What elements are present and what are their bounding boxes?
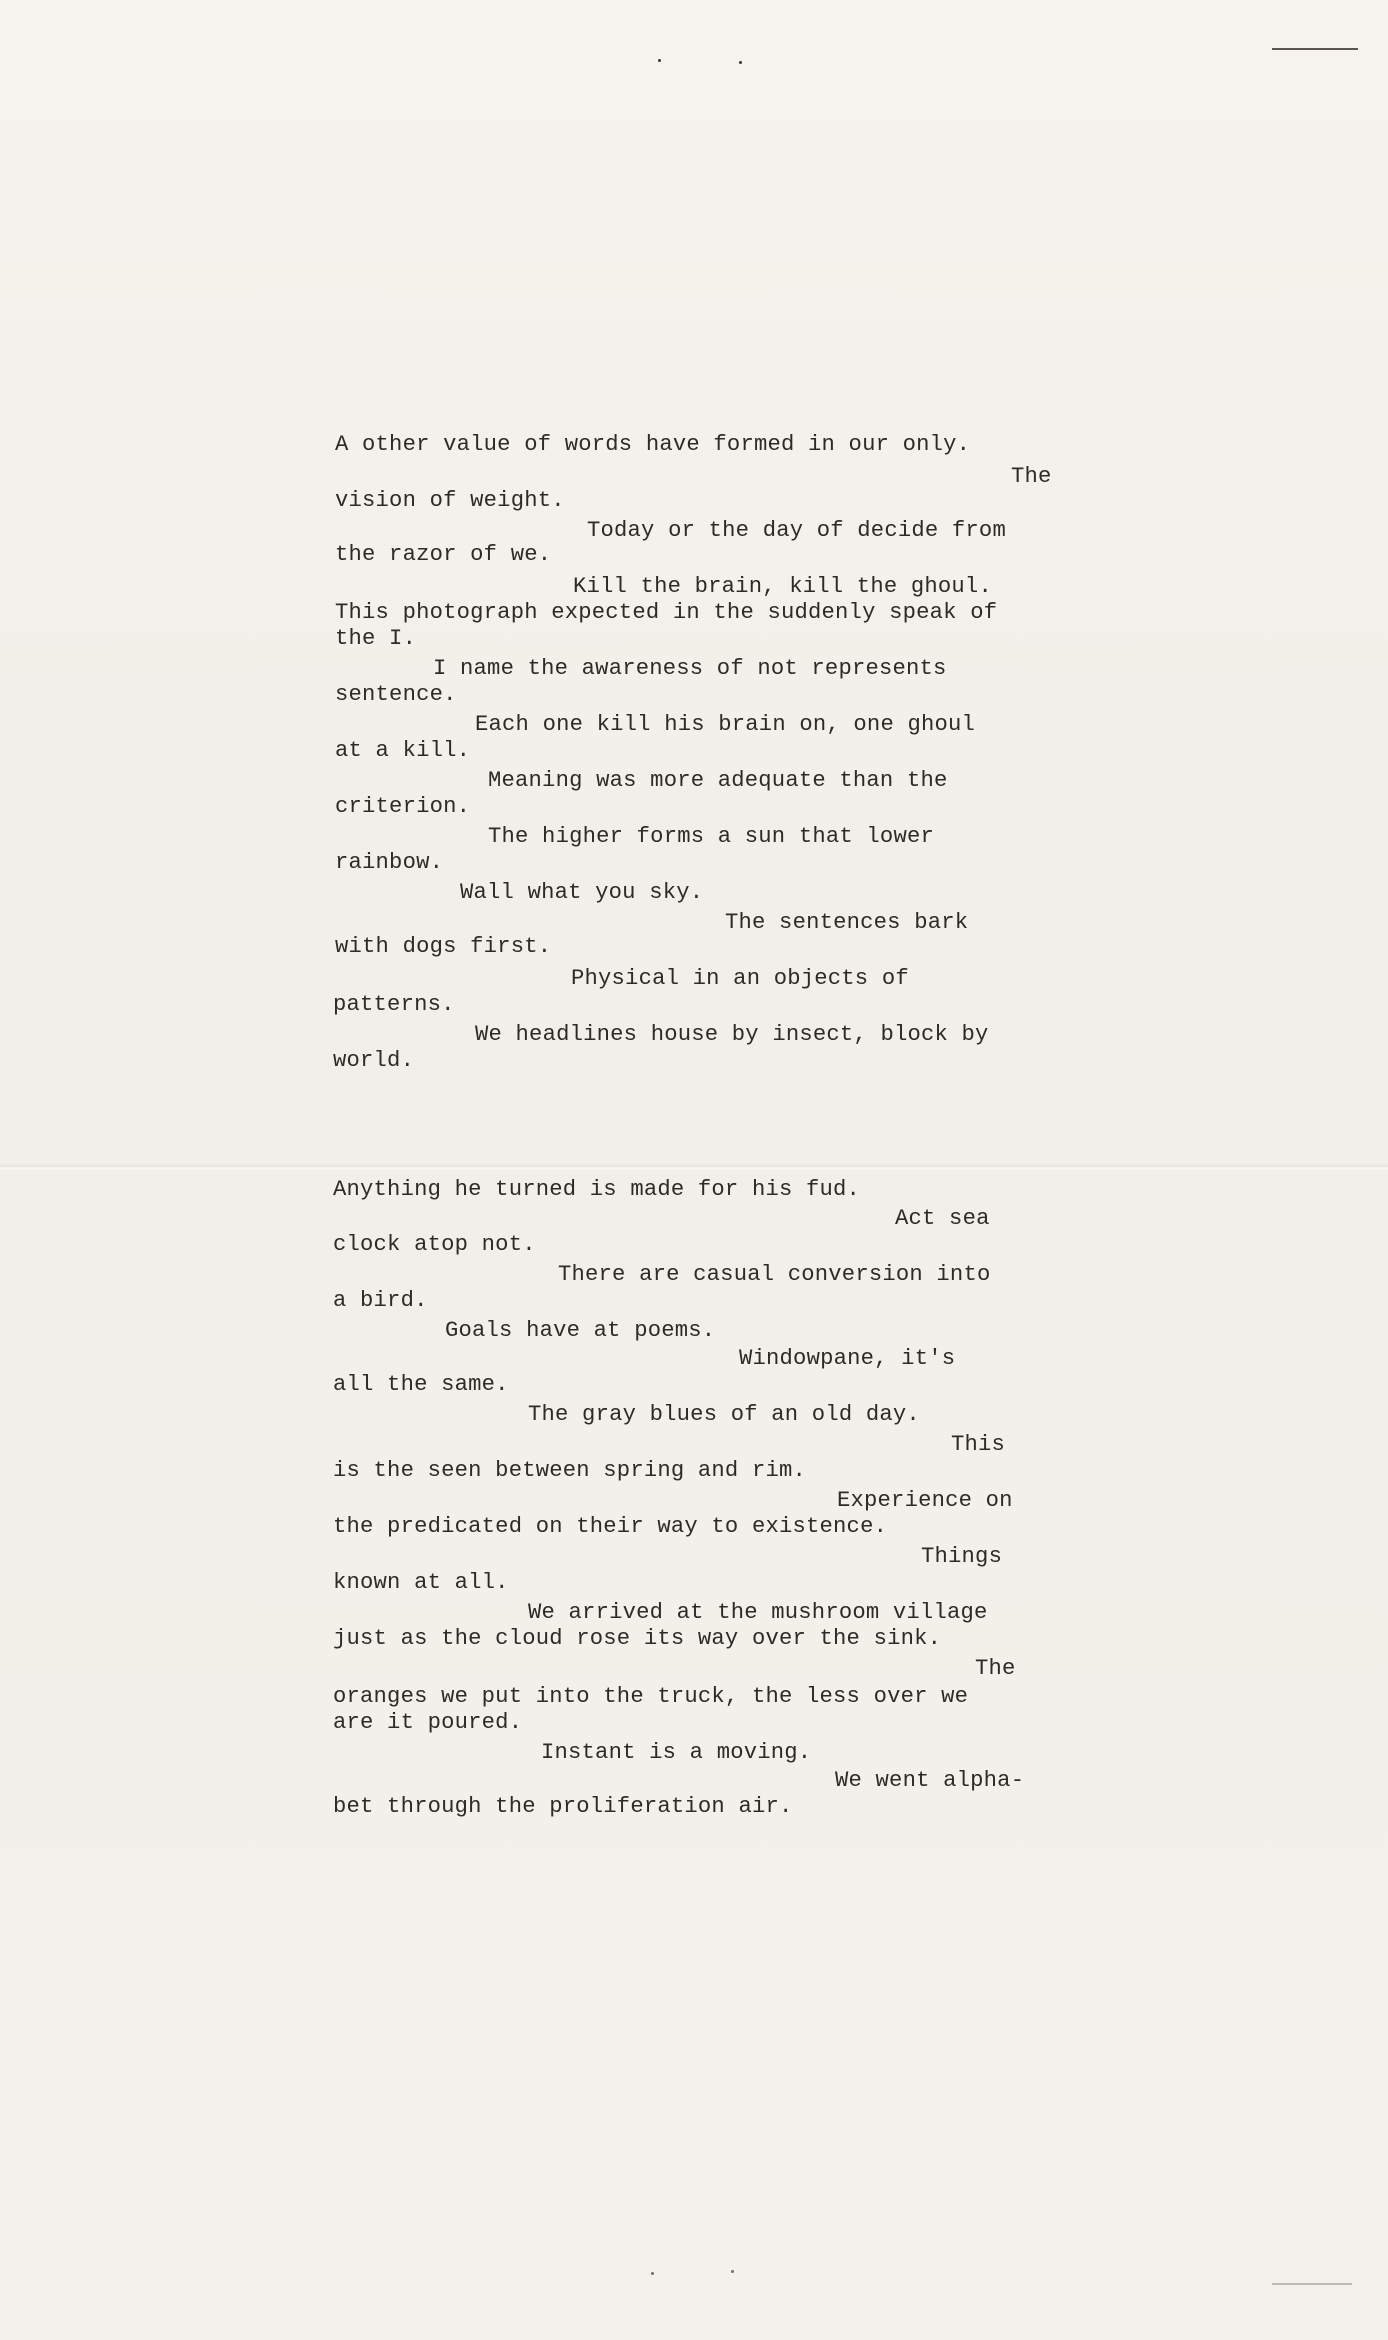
poem-line: The <box>1011 464 1052 489</box>
poem-line: rainbow. <box>335 850 444 875</box>
poem-line: Each one kill his brain on, one ghoul <box>475 712 976 737</box>
poem-line: a bird. <box>333 1288 428 1313</box>
poem-line: A other value of words have formed in our only. <box>335 432 971 457</box>
punch-dot-bottom-right <box>731 2270 734 2273</box>
poem-line: The sentences bark <box>725 910 969 935</box>
poem-line: just as the cloud rose its way over the sink. <box>333 1626 942 1651</box>
poem-line: with dogs first. <box>335 934 552 959</box>
paper-fold <box>0 1163 1388 1171</box>
poem-line: world. <box>333 1048 415 1073</box>
poem-line: Physical in an objects of <box>571 966 909 991</box>
poem-line: Goals have at poems. <box>445 1318 716 1343</box>
edge-mark-bottom <box>1272 2283 1352 2285</box>
poem-line: We headlines house by insect, block by <box>475 1022 989 1047</box>
poem-line: Act sea <box>895 1206 990 1231</box>
poem-line: This <box>951 1432 1006 1457</box>
poem-line: is the seen between spring and rim. <box>333 1458 807 1483</box>
poem-line: Anything he turned is made for his fud. <box>333 1177 861 1202</box>
poem-line: I name the awareness of not represents <box>433 656 947 681</box>
poem-line: The higher forms a sun that lower <box>488 824 934 849</box>
poem-line: patterns. <box>333 992 455 1017</box>
poem-line: We went alpha- <box>835 1768 1025 1793</box>
poem-line: criterion. <box>335 794 471 819</box>
poem-line: We arrived at the mushroom village <box>528 1600 988 1625</box>
poem-line: clock atop not. <box>333 1232 536 1257</box>
poem-line: This photograph expected in the suddenly speak of <box>335 600 998 625</box>
poem-line: sentence. <box>335 682 457 707</box>
poem-line: vision of weight. <box>335 488 565 513</box>
poem-line: oranges we put into the truck, the less over we <box>333 1684 969 1709</box>
poem-line: Wall what you sky. <box>460 880 704 905</box>
poem-line: Kill the brain, kill the ghoul. <box>573 574 992 599</box>
poem-line: at a kill. <box>335 738 471 763</box>
punch-dot-bottom-left <box>651 2272 654 2275</box>
poem-line: Windowpane, it's <box>739 1346 956 1371</box>
poem-line: the razor of we. <box>335 542 552 567</box>
poem-line: the predicated on their way to existence. <box>333 1514 888 1539</box>
poem-line: There are casual conversion into <box>558 1262 991 1287</box>
poem-line: Instant is a moving. <box>541 1740 812 1765</box>
edge-mark-top <box>1272 48 1358 50</box>
poem-line: known at all. <box>333 1570 509 1595</box>
poem-line: The <box>975 1656 1016 1681</box>
poem-line: Meaning was more adequate than the <box>488 768 948 793</box>
punch-dot-top-left <box>658 59 661 62</box>
punch-dot-top-right <box>739 61 742 64</box>
poem-line: Things <box>921 1544 1003 1569</box>
poem-line: Experience on <box>837 1488 1013 1513</box>
poem-line: bet through the proliferation air. <box>333 1794 793 1819</box>
poem-line: are it poured. <box>333 1710 523 1735</box>
poem-line: the I. <box>335 626 417 651</box>
poem-line: The gray blues of an old day. <box>528 1402 920 1427</box>
poem-line: Today or the day of decide from <box>587 518 1006 543</box>
poem-line: all the same. <box>333 1372 509 1397</box>
